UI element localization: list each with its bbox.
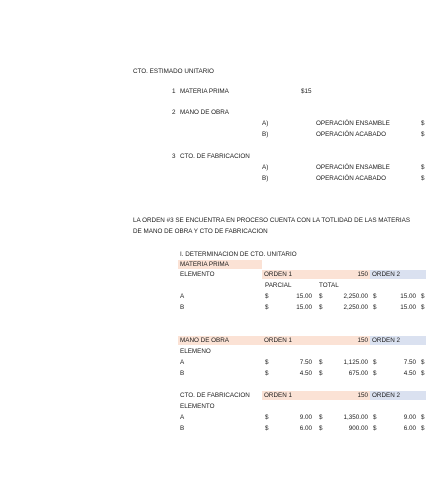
- currency-symbol: $: [265, 414, 269, 421]
- quantity: 150: [357, 337, 368, 344]
- row-label: B: [180, 370, 185, 377]
- parcial-value: 15.00: [296, 293, 312, 300]
- section-title: I. DETERMINACION DE CTO. UNITARIO: [180, 251, 297, 258]
- quantity: 150: [357, 271, 368, 278]
- row-label: A: [180, 359, 185, 366]
- currency-symbol: $: [265, 293, 269, 300]
- paragraph-line: DE MANO DE OBRA Y CTO DE FABRICACION: [133, 228, 268, 235]
- currency-symbol: $: [373, 304, 377, 311]
- total-value: 1,350.00: [343, 414, 368, 421]
- total-value: 900.00: [348, 425, 368, 432]
- document-title: CTO. ESTIMADO UNITARIO: [133, 68, 214, 75]
- section-subtitle: MATERIA PRIMA: [180, 261, 229, 268]
- orden2-header: ORDEN 2: [372, 392, 400, 399]
- row-label: A: [180, 414, 185, 421]
- currency-symbol: $: [319, 293, 323, 300]
- option-letter: A): [262, 120, 269, 127]
- option-letter: B): [262, 131, 269, 138]
- orden2-value: 15.00: [400, 293, 416, 300]
- currency-symbol: $: [421, 304, 425, 311]
- total-value: 2,250.00: [343, 304, 368, 311]
- operation-label: OPERACIÓN ACABADO: [316, 175, 386, 182]
- orden2-header: ORDEN 2: [372, 337, 400, 344]
- currency-symbol: $: [421, 293, 425, 300]
- parcial-value: 15.00: [296, 304, 312, 311]
- item-label-materia-prima: MATERIA PRIMA: [180, 88, 229, 95]
- item-label-mano-de-obra: MANO DE OBRA: [180, 109, 229, 116]
- total-value: 2,250.00: [343, 293, 368, 300]
- total-header: TOTAL: [319, 282, 339, 289]
- parcial-value: 4.50: [299, 370, 312, 377]
- orden1-header: ORDEN 1: [264, 392, 292, 399]
- item-number: 2: [172, 109, 176, 116]
- parcial-value: 7.50: [299, 359, 312, 366]
- operation-label: OPERACIÓN ACABADO: [316, 131, 386, 138]
- column-label: ELEMENTO: [180, 403, 215, 410]
- currency-symbol: $: [319, 359, 323, 366]
- operation-label: OPERACIÓN ENSAMBLE: [316, 120, 390, 127]
- row-label: A: [180, 293, 185, 300]
- total-value: 1,125.00: [343, 359, 368, 366]
- parcial-value: 9.00: [299, 414, 312, 421]
- currency-symbol: $: [373, 359, 377, 366]
- paragraph-line: LA ORDEN #3 SE ENCUENTRA EN PROCESO CUENTA CON LA TOTLIDAD DE LAS MATERIAS: [133, 217, 411, 224]
- currency-symbol: $: [373, 425, 377, 432]
- parcial-header: PARCIAL: [265, 282, 292, 289]
- option-letter: A): [262, 164, 269, 171]
- currency-symbol: $: [319, 425, 323, 432]
- item-label-cto-fabricacion: CTO. DE FABRICACION: [180, 153, 250, 160]
- currency-symbol: $: [421, 120, 425, 127]
- orden2-value: 7.50: [403, 359, 416, 366]
- currency-symbol: $: [421, 131, 425, 138]
- currency-symbol: $: [265, 425, 269, 432]
- row-label: B: [180, 304, 185, 311]
- parcial-value: 6.00: [299, 425, 312, 432]
- section-title: MANO DE OBRA: [180, 337, 229, 344]
- item-value-materia-prima: $15: [301, 88, 312, 95]
- item-number: 3: [172, 153, 176, 160]
- currency-symbol: $: [319, 304, 323, 311]
- column-label: ELEMENTO: [180, 271, 215, 278]
- currency-symbol: $: [373, 370, 377, 377]
- section-title: CTO. DE FABRICACION: [180, 392, 250, 399]
- orden2-header: ORDEN 2: [372, 271, 400, 278]
- orden2-value: 15.00: [400, 304, 416, 311]
- currency-symbol: $: [421, 370, 425, 377]
- currency-symbol: $: [265, 359, 269, 366]
- column-label: ELEMENO: [180, 348, 211, 355]
- currency-symbol: $: [265, 370, 269, 377]
- orden2-value: 6.00: [403, 425, 416, 432]
- orden2-value: 4.50: [403, 370, 416, 377]
- currency-symbol: $: [421, 425, 425, 432]
- currency-symbol: $: [421, 359, 425, 366]
- currency-symbol: $: [373, 414, 377, 421]
- quantity: 150: [357, 392, 368, 399]
- orden1-header: ORDEN 1: [264, 337, 292, 344]
- row-label: B: [180, 425, 185, 432]
- orden1-header: ORDEN 1: [264, 271, 292, 278]
- currency-symbol: $: [319, 414, 323, 421]
- currency-symbol: $: [373, 293, 377, 300]
- item-number: 1: [172, 88, 176, 95]
- currency-symbol: $: [421, 175, 425, 182]
- operation-label: OPERACIÓN ENSAMBLE: [316, 164, 390, 171]
- total-value: 675.00: [348, 370, 368, 377]
- orden2-value: 9.00: [403, 414, 416, 421]
- option-letter: B): [262, 175, 269, 182]
- currency-symbol: $: [319, 370, 323, 377]
- currency-symbol: $: [265, 304, 269, 311]
- currency-symbol: $: [421, 164, 425, 171]
- currency-symbol: $: [421, 414, 425, 421]
